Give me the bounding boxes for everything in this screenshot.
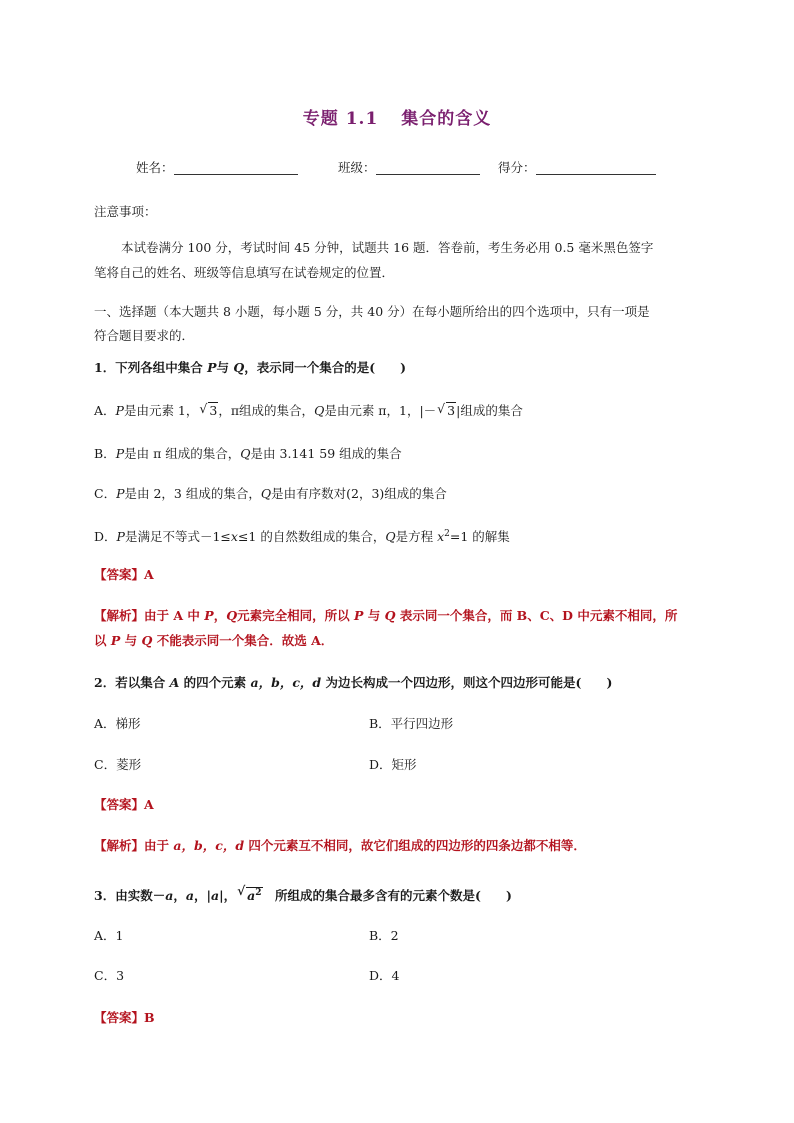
notice-line-2: 笔将自己的姓名、班级等信息填写在试卷规定的位置． bbox=[94, 265, 395, 280]
q3-option-c: C．3 bbox=[94, 968, 125, 983]
title-number: 1.1 bbox=[345, 109, 379, 129]
q3-option-d: D．4 bbox=[369, 968, 400, 983]
score-label: 得分： bbox=[498, 160, 536, 175]
name-field[interactable] bbox=[136, 158, 298, 176]
sqrt-symbol: √ 3 bbox=[437, 401, 456, 418]
notice-line-1: 本试卷满分 100 分，考试时间 45 分钟，试题共 16 题．答卷前，考生务必用 0.5 毫米黑色签字 bbox=[121, 240, 654, 255]
score-field[interactable] bbox=[498, 158, 656, 176]
sqrt-symbol: √ 3 bbox=[199, 401, 218, 418]
q1-option-c: C．P是由 2，3 组成的集合，Q是由有序数对(2，3)组成的集合 bbox=[94, 486, 447, 501]
sqrt-symbol: √ $a^2$ bbox=[237, 883, 262, 904]
title-topic: 专题 bbox=[302, 109, 339, 129]
q1-answer: 【答案】A bbox=[94, 567, 154, 582]
q3-option-a: A．1 bbox=[94, 928, 124, 943]
section-heading-line-2: 符合题目要求的． bbox=[94, 328, 195, 343]
score-blank[interactable] bbox=[536, 160, 656, 175]
q2-option-c: C．菱形 bbox=[94, 757, 142, 772]
q1-stem: 1．下列各组中集合 P与 Q，表示同一个集合的是( ) bbox=[94, 360, 407, 375]
page-title bbox=[0, 104, 794, 129]
q1-option-d: D．P是满足不等式－1≤x≤1 的自然数组成的集合，Q是方程 $x^2=1$ 的解集 bbox=[94, 529, 510, 545]
name-label: 姓名： bbox=[136, 160, 174, 175]
name-blank[interactable] bbox=[174, 160, 298, 175]
q3-option-b: B．2 bbox=[369, 928, 399, 943]
q2-option-b: B．平行四边形 bbox=[369, 716, 454, 731]
class-label: 班级： bbox=[338, 160, 376, 175]
q2-option-a: A．梯形 bbox=[94, 716, 141, 731]
q3-answer: 【答案】B bbox=[94, 1010, 155, 1025]
q1-analysis-line-2: 以 P 与 Q 不能表示同一个集合．故选 A． bbox=[94, 633, 334, 648]
class-blank[interactable] bbox=[376, 160, 480, 175]
q2-answer: 【答案】A bbox=[94, 797, 154, 812]
q2-option-d: D．矩形 bbox=[369, 757, 417, 772]
q2-analysis: 【解析】由于 a，b，c，d 四个元素互不相同，故它们组成的四边形的四条边都不相等． bbox=[94, 838, 586, 853]
q2-stem: 2．若以集合 A 的四个元素 a，b，c，d 为边长构成一个四边形，则这个四边形可能是( ) bbox=[94, 675, 613, 690]
notice-heading: 注意事项： bbox=[94, 204, 157, 219]
class-field[interactable] bbox=[338, 158, 480, 176]
section-heading-line-1: 一、选择题（本大题共 8 小题，每小题 5 分，共 40 分）在每小题所给出的四个选项中，只有一项是 bbox=[94, 304, 650, 319]
q1-option-a: A．P是由元素 1， √ 3，π组成的集合，Q是由元素 π，1，|－ √ 3|组成的集合 bbox=[94, 401, 523, 418]
student-info-fields bbox=[0, 158, 794, 178]
title-subject: 集合的含义 bbox=[401, 109, 492, 129]
q1-option-b: B．P是由 π 组成的集合，Q是由 3.141 59 组成的集合 bbox=[94, 446, 402, 461]
q1-analysis-line-1: 【解析】由于 A 中 P，Q元素完全相同，所以 P 与 Q 表示同一个集合，而 B、C、D 中元素不相同，所 bbox=[94, 608, 678, 623]
q3-stem: 3．由实数－a，a，|a|， √ $a^2$ 所组成的集合最多含有的元素个数是( ) bbox=[94, 883, 512, 904]
